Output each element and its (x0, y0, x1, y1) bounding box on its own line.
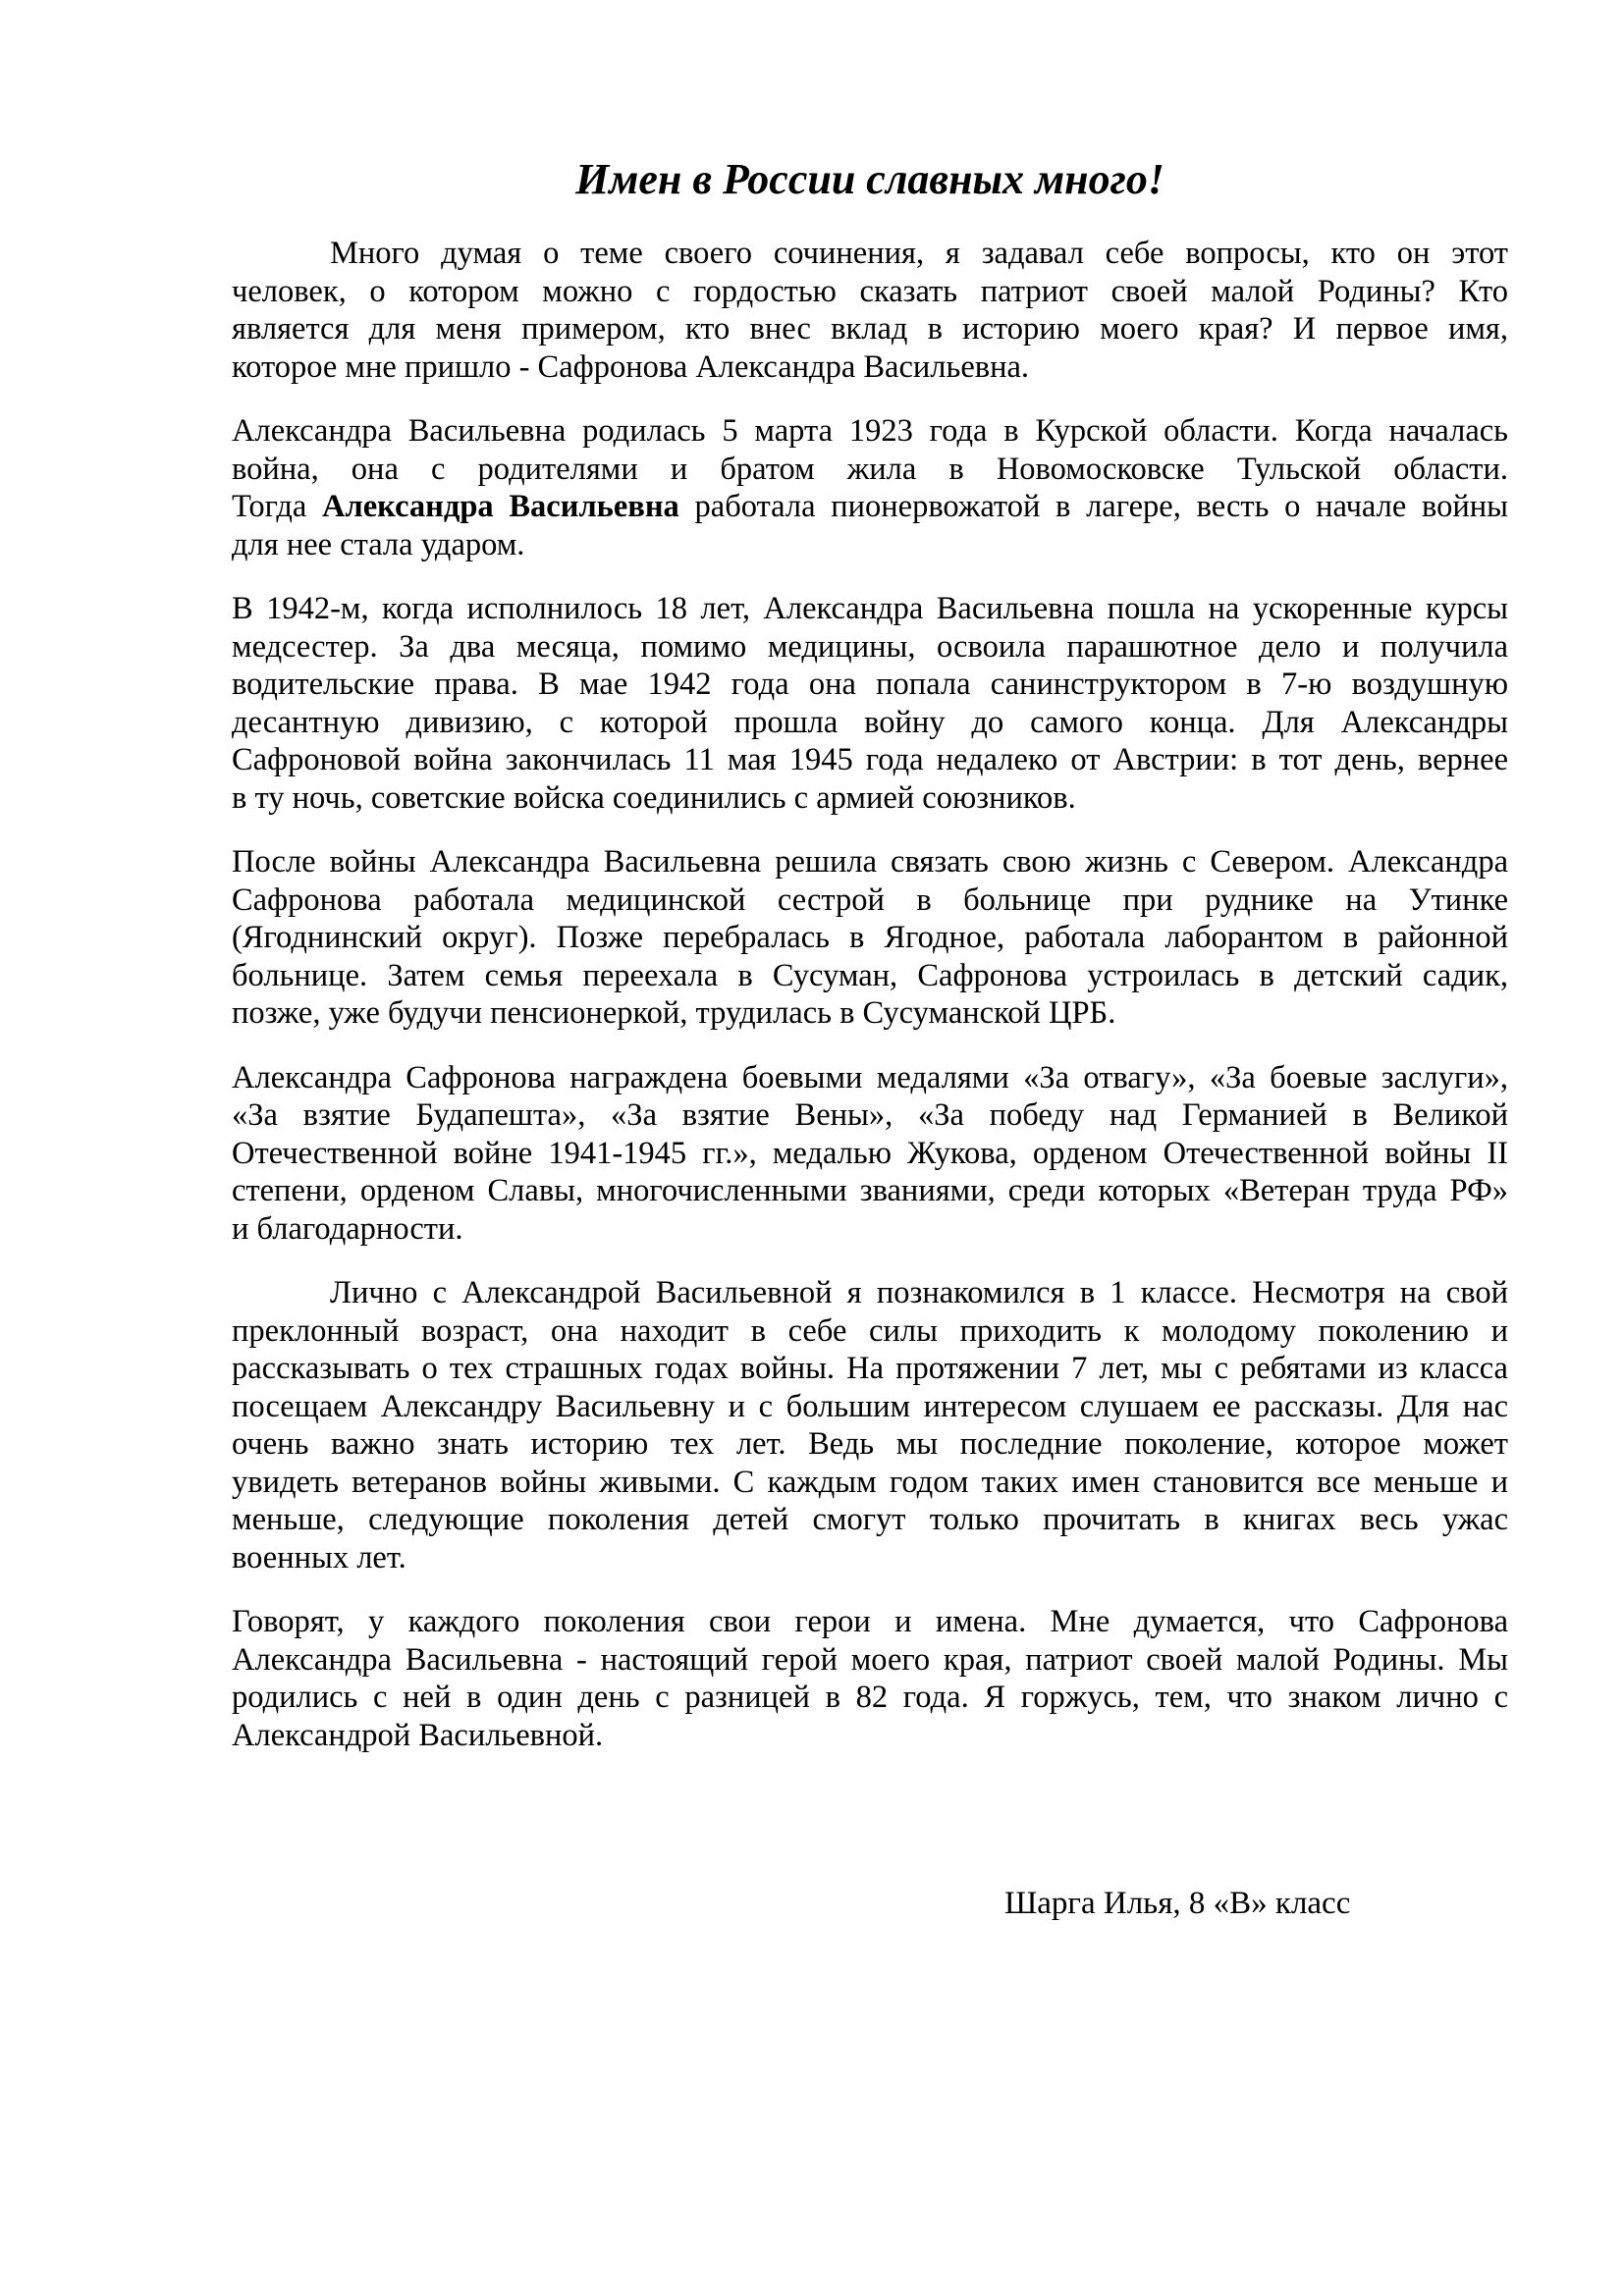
text-line: больнице. Затем семья переехала в Сусуман, Сафронова устроилась в детский садик, (232, 957, 1508, 993)
text-line: Александра Васильевна - настоящий герой моего края, патриот своей малой Родины. Мы (232, 1641, 1508, 1678)
text-line: Александрой Васильевной. (232, 1717, 604, 1753)
text-line: преклонный возраст, она находит в себе силы приходить к молодому поколению и (232, 1312, 1508, 1349)
text-line: Александра Сафронова награждена боевыми медалями «За отвагу», «За боевые заслуги», (232, 1059, 1508, 1095)
text-line: рассказывать о тех страшных годах войны. На протяжении 7 лет, мы с ребятами из класса (232, 1351, 1508, 1386)
text-line: и благодарности. (232, 1210, 463, 1247)
text-line: Говорят, у каждого поколения свои герои и имена. Мне думается, что Сафронова (232, 1604, 1508, 1639)
text-line: Отечественной войне 1941-1945 гг.», медалью Жукова, орденом Отечественной войны II (232, 1135, 1508, 1171)
text-line: После войны Александра Васильевна решила связать свою жизнь с Севером. Александра (232, 844, 1508, 880)
text-line: которое мне пришло - Сафронова Александра Васильевна. (232, 348, 1030, 385)
text-line: военных лет. (232, 1539, 406, 1575)
text-line: десантную дивизию, с которой прошла войну до самого конца. Для Александры (232, 704, 1508, 740)
text-line: меньше, следующие поколения детей смогут только прочитать в книгах весь ужас (232, 1502, 1508, 1537)
essay-body (232, 235, 1508, 1754)
author-signature-line: Шарга Илья, 8 «В» класс (1004, 1886, 1351, 1921)
paragraph (232, 412, 1508, 563)
paragraph (232, 843, 1508, 1033)
text-line: увидеть ветеранов войны живыми. С каждым годом таких имен становится все меньше и (232, 1464, 1508, 1500)
text-line: в ту ночь, советские войска соединились с армией союзников. (232, 779, 1076, 816)
text-line: для нее стала ударом. (232, 526, 525, 562)
text-line: посещаем Александру Васильевну и с большим интересом слушаем ее рассказы. Для нас (232, 1388, 1508, 1424)
text-line: война, она с родителями и братом жила в Новомосковске Тульской области. (232, 451, 1508, 487)
text-line: человек, о котором можно с гордостью сказать патриот своей малой Родины? Кто (232, 273, 1508, 309)
text-line: водительские права. В мае 1942 года она попала санинструктором в 7-ю воздушную (232, 667, 1508, 702)
text-line: позже, уже будучи пенсионеркой, трудилась в Сусуманской ЦРБ. (232, 995, 1116, 1031)
text-line: Александра Васильевна родилась 5 марта 1923 года в Курской области. Когда началась (232, 413, 1508, 449)
essay-title: Имен в России славных много! (575, 155, 1164, 203)
text-line: В 1942-м, когда исполнилось 18 лет, Александра Васильевна пошла на ускоренные курсы (232, 591, 1508, 626)
paragraph (232, 1274, 1508, 1576)
text-line: родились с ней в один день с разницей в 82 года. Я горжусь, тем, что знаком лично с (232, 1680, 1508, 1715)
bold-text: Александра Васильевна (322, 489, 679, 524)
paragraph (232, 1603, 1508, 1754)
paragraph (232, 590, 1508, 817)
text-line: Сафроновой война закончилась 11 мая 1945 года недалеко от Австрии: в тот день, вернее (232, 742, 1508, 777)
text-line: медсестер. За два месяца, помимо медицины, освоила парашютное дело и получила (232, 628, 1508, 665)
text-line: Сафронова работала медицинской сестрой в больнице при руднике на Утинке (232, 881, 1508, 918)
text-line: «За взятие Будапешта», «За взятие Вены», «За победу над Германией в Великой (232, 1097, 1508, 1133)
text-line: является для меня примером, кто внес вклад в историю моего края? И первое имя, (232, 311, 1508, 347)
paragraph (232, 1059, 1508, 1249)
text-line: очень важно знать историю тех лет. Ведь мы последние поколение, которое может (232, 1426, 1508, 1462)
text-line: Много думая о теме своего сочинения, я задавал себе вопросы, кто он этот (330, 236, 1508, 271)
paragraph (232, 235, 1508, 386)
text-line: Лично с Александрой Васильевной я познакомился в 1 классе. Несмотря на свой (330, 1275, 1508, 1310)
text-line: степени, орденом Славы, многочисленными званиями, среди которых «Ветеран труда РФ» (232, 1173, 1508, 1208)
text-line: Тогда Александра Васильевна работала пионервожатой в лагере, весть о начале войны (232, 489, 1508, 524)
text-line: (Ягоднинский округ). Позже перебралась в Ягодное, работала лаборантом в районной (232, 920, 1508, 955)
